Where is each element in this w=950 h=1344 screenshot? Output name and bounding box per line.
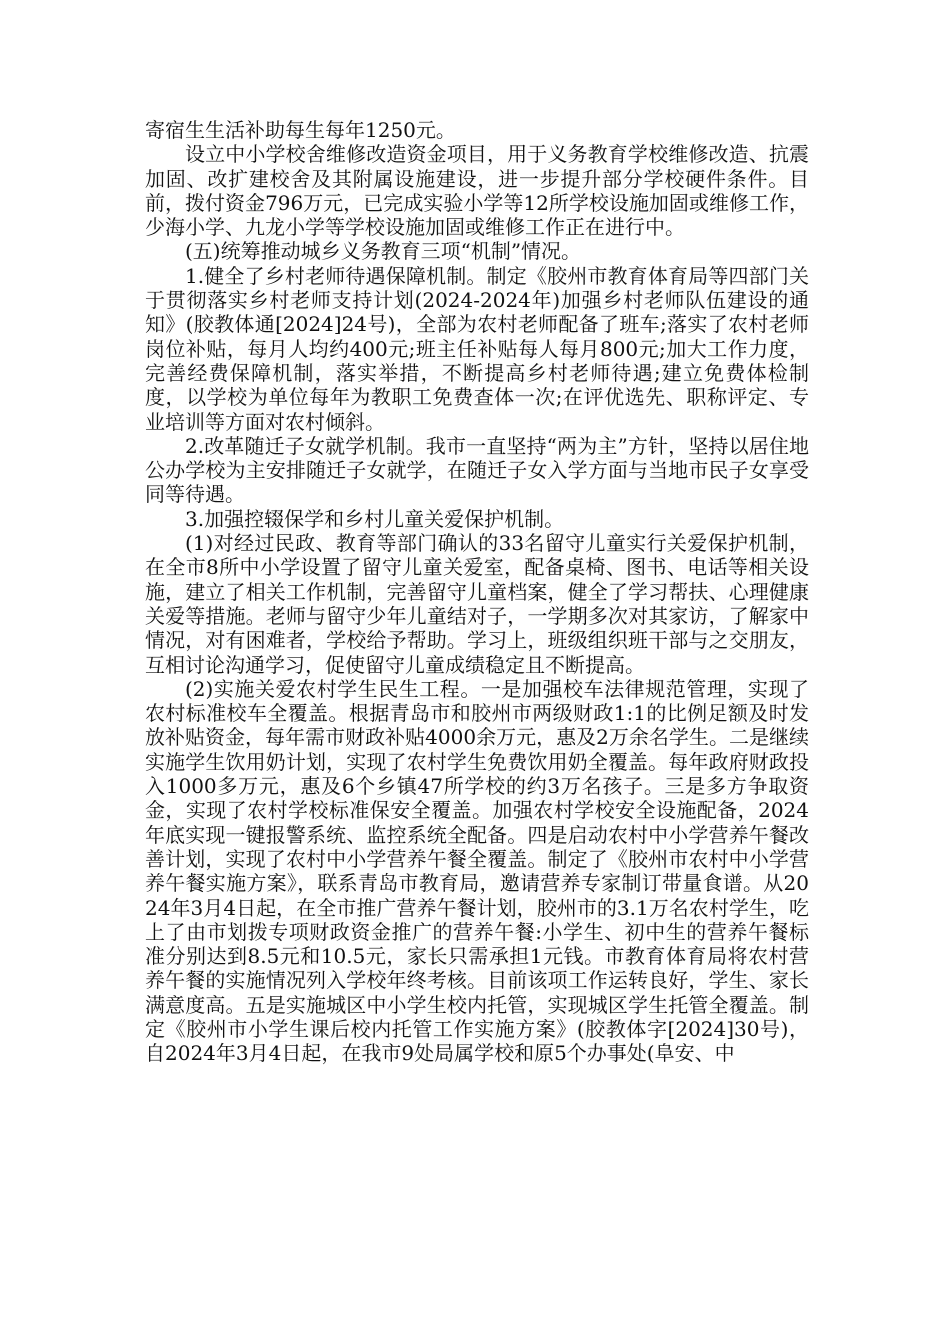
paragraph-migrant-children: 2.改革随迁子女就学机制。我市一直坚持“两为主”方针，坚持以居住地公办学校为主安排随迁子女就学，在随迁子女入学方面与当地市民子女享受同等待遇。: [145, 433, 809, 507]
document-body: [145, 118, 809, 1066]
paragraph-rural-student-welfare: (2)实施关爱农村学生民生工程。一是加强校车法律规范管理，实现了农村标准校车全覆盖。根据青岛市和胶州市两级财政1:1的比例足额及时发放补贴资金，每年需市财政补贴4000余万元，惠及2万余名学生。二是继续实施学生饮用奶计划，实现了农村学生免费饮用奶全覆盖。每年政府财政投入1000多万元，惠及6个乡镇47所学校的约3万名孩子。三是多方争取资金，实现了农村学校标准保安全覆盖。加强农村学校安全设施配备，2024年底实现一键报警系统、监控系统全配备。四是启动农村中小学营养午餐改善计划，实现了农村中小学营养午餐全覆盖。制定了《胶州市农村中小学营养午餐实施方案》，联系青岛市教育局，邀请营养专家制订带量食谱。从2024年3月4日起，在全市推广营养午餐计划，胶州市的3.1万名农村学生，吃上了由市划拨专项财政资金推广的营养午餐:小学生、初中生的营养午餐标准分别达到8.5元和10.5元，家长只需承担1元钱。市教育体育局将农村营养午餐的实施情况列入学校年终考核。目前该项工作运转良好，学生、家长满意度高。五是实施城区中小学生校内托管，实现城区学生托管全覆盖。制定《胶州市小学生课后校内托管工作实施方案》(胶教体字[2024]30号)，自2024年3月4日起，在我市9处局属学校和原5个办事处(阜安、中: [145, 676, 809, 1066]
paragraph-left-behind-children: (1)对经过民政、教育等部门确认的33名留守儿童实行关爱保护机制，在全市8所中小学设置了留守儿童关爱室，配备桌椅、图书、电话等相关设施，建立了相关工作机制，完善留守儿童档案，健全了学习帮扶、心理健康关爱等措施。老师与留守少年儿童结对子，一学期多次对其家访，了解家中情况，对有困难者，学校给予帮助。学习上，班级组织班干部与之交朋友，互相讨论沟通学习，促使留守儿童成绩稳定且不断提高。: [145, 531, 809, 677]
paragraph-boarding-subsidy: 寄宿生生活补助每生每年1250元。: [145, 118, 456, 142]
subheading-dropout-care: 3.加强控辍保学和乡村儿童关爱保护机制。: [185, 506, 565, 531]
paragraph-school-repair: 设立中小学校舍维修改造资金项目，用于义务教育学校维修改造、抗震加固、改扩建校舍及其附属设施建设，进一步提升部分学校硬件条件。目前，拨付资金796万元，已完成实验小学等12所学校设施加固或维修工作，少海小学、九龙小学等学校设施加固或维修工作正在进行中。: [145, 142, 809, 240]
paragraph-teacher-treatment: 1.健全了乡村老师待遇保障机制。制定《胶州市教育体育局等四部门关于贯彻落实乡村老师支持计划(2024-2024年)加强乡村老师队伍建设的通知》(胶教体通[2024]24号)，全部为农村老师配备了班车;落实了农村老师岗位补贴，每月人均约400元;班主任补贴每人每月800元;加大工作力度，完善经费保障机制，落实举措，不断提高乡村老师待遇;建立免费体检制度，以学校为单位每年为教职工免费查体一次;在评优选先、职称评定、专业培训等方面对农村倾斜。: [145, 263, 809, 434]
section-heading-mechanisms: (五)统筹推动城乡义务教育三项“机制”情况。: [185, 239, 582, 264]
